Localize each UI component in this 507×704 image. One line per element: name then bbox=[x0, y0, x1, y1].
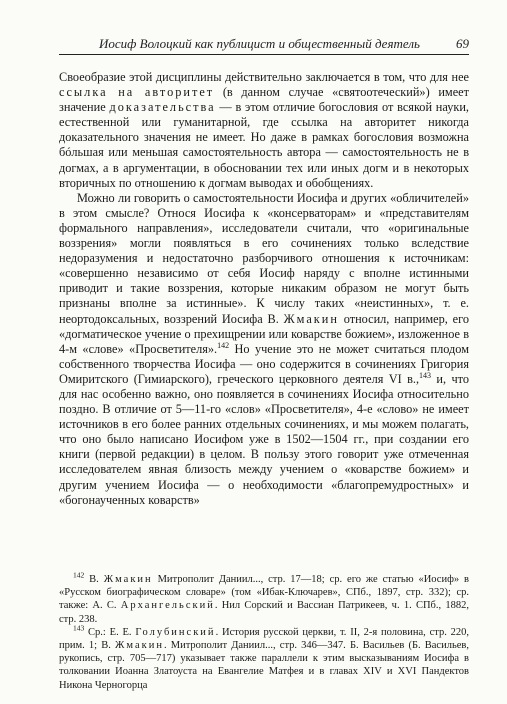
spaced-emphasis: доказательства bbox=[109, 100, 216, 115]
text-run: Но учение это не может считаться плодом собственного творчества Иосифа — оно содержится в сочинениях Григория Омиритского (Гимиарского), греческого церковного деятеля VI в., bbox=[59, 341, 469, 386]
author-name: Жмакин bbox=[103, 574, 153, 585]
footnote-number: 143 bbox=[73, 623, 85, 633]
text-run: Можно ли говорить о самостоятельности Иосифа и других «обличителей» в этом смысле? Относя Иосифа к «консерваторам» и «представителям формального направления», исследователи считали, что «оригинальные воззрения» могли появляться в его сочинениях только вследствие недоразумения и недостаточно разборчивого отношения к источникам: «совершенно независимо от себя Иосиф наряду с вполне истинными приводит и такие воззрения, которые никаким образом не могут быть признаны вполне за истинные». К числу таких «неистинных», т. е. неортодоксальных, воззрений Иосифа В. bbox=[59, 190, 469, 326]
footnotes bbox=[59, 570, 469, 692]
running-header bbox=[59, 36, 469, 55]
author-name: Голубинский bbox=[135, 626, 216, 638]
paragraph-1 bbox=[59, 70, 469, 191]
text-run: и, что для нас особенно важно, оно появляется в сочинениях Иосифа относительно поздно. В отличие от 5—11-го «слов» «Просветителя», 4-е «слово» не имеет источников в его более ранних отдельных сочинениях, и мы можем полагать, что оно было написано Иосифом уже в 1502—1504 гг., при создании его книги (первой редакции) в целом. В пользу этого говорит уже отмеченная исследователем явная близость между учением о «коварстве божием» и другим учением Иосифа — о необходимости «благопремудростных» и «богонаученных коварств» bbox=[59, 371, 469, 507]
footnote-ref-142[interactable]: 142 bbox=[217, 340, 230, 350]
paragraph-2 bbox=[59, 191, 469, 508]
text-run: Митрополит Даниил..., стр. 17—18; ср. его же статью «Иосиф» в «Русском биографическом словаре» (том «Ибак-Ключарев», СПб., 1897, стр. 332); ср. также: А. С. bbox=[59, 574, 469, 612]
text-run: . Митрополит Даниил..., стр. 346—347. Б. Васильев (Б. Васильев, рукопись, стр. 705—717) указывает также параллели к этим высказываниям Иосифа в толковании Иоанна Златоуста на Евангелие Матфея и в главах XIV и XVI Пандектов Никона Черногорца bbox=[59, 640, 469, 691]
page-number: 69 bbox=[456, 36, 469, 51]
text-run: — в этом отличие богословия от всякой науки, естественной или гуманитарной, где ссылка на авторитет никогда доказательного значения не имеет. Но даже в рамках богословия возможна бóльшая или меньшая самостоятельность автора — самостоятельность не в догмах, а в аргументации, в обосновании тех или иных догм и в некоторых вторичных по отношению к догмам выводах и обобщениях. bbox=[59, 100, 469, 190]
text-run: Своеобразие этой дисциплины действительно заключается в том, что для нее bbox=[59, 70, 469, 84]
footnote-ref-143[interactable]: 143 bbox=[419, 370, 432, 380]
text-run: Ср.: Е. Е. bbox=[84, 626, 136, 638]
footnote-number: 142 bbox=[73, 570, 85, 580]
text-run: В. bbox=[84, 574, 104, 585]
spaced-emphasis: ссылка на авторитет bbox=[59, 85, 215, 100]
main-text bbox=[59, 70, 469, 508]
author-name: Жмакин bbox=[283, 311, 339, 326]
author-name: Жмакин bbox=[114, 640, 164, 652]
text-run: (в данном случае «святоотеческий») имеет значение bbox=[59, 85, 469, 115]
text-run: относил, например, его «догматическое учение о прехищрении или коварстве божием», изложенное в 4-м «слове» «Просветителя». bbox=[59, 311, 469, 356]
text-run: . История русской церкви, т. II, 2-я половина, стр. 220, прим. 1; В. bbox=[59, 626, 469, 652]
author-name: Архангельский bbox=[120, 600, 215, 612]
footnote-143 bbox=[59, 623, 469, 692]
text-run: . Нил Сорский и Вассиан Патрикеев, ч. 1. СПб., 1882, стр. 238. bbox=[59, 600, 469, 625]
footnote-142 bbox=[59, 570, 469, 626]
running-title: Иосиф Волоцкий как публицист и общественный деятель bbox=[99, 36, 420, 51]
